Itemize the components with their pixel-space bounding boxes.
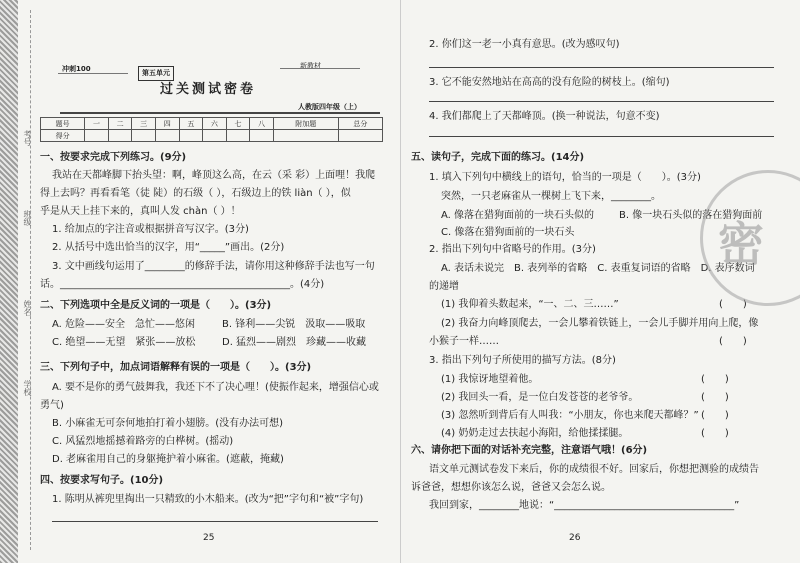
section-4-q2: 2. 你们这一老一小真有意思。(改为感叹句)	[429, 39, 620, 50]
section-2-option-b[interactable]: B. 锋利——尖锐 汲取——吸取	[222, 319, 366, 330]
section-5-q2-item-2: (2) 我奋力向峰顶爬去，一会儿攀着铁链上，一会儿手脚并用向上爬，像	[441, 318, 759, 329]
section-5-q1-option-b[interactable]: B. 像一块石头似的落在猎狗面前	[619, 210, 763, 221]
unit-label: 第五单元	[138, 66, 174, 81]
section-6-para-1: 语文单元测试卷发下来后，你的成绩很不好。回家后，你想把测验的成绩告	[429, 464, 759, 475]
binding-label-number: 考号	[23, 130, 32, 146]
brand-label: 冲刺100	[62, 65, 91, 73]
passage-line-3: 乎是从天上挂下来的，真叫人发 chàn（ ）！	[40, 206, 241, 217]
section-4-q3: 3. 它不能安然地站在高高的没有危险的树枝上。(缩句)	[429, 77, 670, 88]
answer-line[interactable]	[52, 521, 378, 522]
header-rule-left	[58, 73, 128, 74]
answer-paren[interactable]: ( )	[719, 299, 747, 310]
grade-label: 人教版四年级（上）	[298, 103, 361, 111]
exam-title: 过关测试密卷	[160, 82, 257, 97]
section-2-option-d[interactable]: D. 猛烈——剧烈 珍藏——收藏	[222, 337, 367, 348]
answer-paren[interactable]: ( )	[701, 410, 729, 421]
section-5-heading: 五、读句子，完成下面的练习。(14分)	[411, 152, 585, 163]
section-5-q2-item-2-cont: 小猴子一样……	[429, 336, 499, 347]
section-2-heading: 二、下列选项中全是反义词的一项是（ ）。(3分)	[40, 300, 272, 311]
binding-label-class: 班级	[23, 210, 32, 226]
score-header-row: 题号 一 二 三 四 五 六 七 八 附加题 总分	[41, 118, 383, 130]
section-2-option-c[interactable]: C. 绝望——无望 紧张——放松	[52, 337, 196, 348]
passage-line-2: 得上去吗？再看看笔（徒 陡）的石级（ ），石级边上的铁 liàn（ ），似	[40, 188, 351, 199]
section-5-q2: 2. 指出下列句中省略号的作用。(3分)	[429, 244, 596, 255]
section-3-option-a[interactable]: A. 要不是你的勇气鼓舞我，我还下不了决心哩！(使振作起来，增强信心或	[52, 382, 379, 393]
section-1-q2: 2. 从括号中选出恰当的汉字，用“_____”画出。(2分)	[52, 242, 285, 253]
title-rule	[60, 112, 380, 114]
answer-paren[interactable]: ( )	[701, 374, 729, 385]
section-4-q1: 1. 陈明从裤兜里掏出一只精致的小木船来。(改为“把”字句和“被”字句)	[52, 494, 364, 505]
section-5-q2-options-cont: 的递增	[429, 281, 459, 292]
score-value-row: 得分	[41, 130, 383, 142]
section-3-option-d[interactable]: D. 老麻雀用自己的身躯掩护着小麻雀。(遮蔽，掩藏)	[52, 454, 284, 465]
section-1-heading: 一、按要求完成下列练习。(9分)	[40, 152, 187, 163]
answer-line[interactable]	[429, 67, 774, 68]
section-6-heading: 六、请你把下面的对话补充完整，注意语气哦！(6分)	[411, 445, 648, 456]
binding-label-name: 姓名	[23, 300, 32, 316]
page-number-right: 26	[569, 533, 581, 543]
score-table	[40, 117, 383, 142]
answer-paren[interactable]: ( )	[719, 336, 747, 347]
answer-paren[interactable]: ( )	[701, 428, 729, 439]
section-5-q3-item-1: (1) 我惊讶地望着他。	[441, 374, 539, 385]
section-3-heading: 三、下列句子中，加点词语解释有误的一项是（ ）。(3分)	[40, 362, 312, 373]
section-5-q2-item-1: (1) 我仰着头数起来，“一、二、三……”	[441, 299, 619, 310]
stamp-text: 密	[718, 217, 764, 271]
section-4-heading: 四、按要求写句子。(10分)	[40, 475, 164, 486]
section-5-q2-options: A. 表话未说完 B. 表列举的省略 C. 表重复词语的省略 D. 表序数词	[441, 263, 755, 274]
section-5-q3-item-4: (4) 奶奶走过去扶起小海阳，给他揉揉腿。	[441, 428, 629, 439]
answer-paren[interactable]: ( )	[701, 392, 729, 403]
section-6-para-2: 诉爸爸，想想你该怎么说，爸爸又会怎么说。	[411, 482, 611, 493]
section-5-q3: 3. 指出下列句子所使用的描写方法。(8分)	[429, 355, 616, 366]
binding-label-school: 学校	[23, 380, 32, 396]
section-5-q1-option-a[interactable]: A. 像落在猎狗面前的一块石头似的	[441, 210, 595, 221]
binding-margin	[19, 0, 39, 563]
section-2-option-a[interactable]: A. 危险——安全 急忙——悠闲	[52, 319, 196, 330]
answer-line[interactable]	[429, 101, 774, 102]
section-1-q3-answer[interactable]: 话。______________________________________________。(4分)	[40, 279, 325, 290]
section-6-dialogue[interactable]: 我回到家，________地说：“____________________________________”	[429, 500, 740, 511]
section-4-q4: 4. 我们都爬上了天都峰顶。(换一种说法，句意不变)	[429, 111, 660, 122]
section-3-option-c[interactable]: C. 风猛烈地摇撼着路旁的白桦树。(摇动)	[52, 436, 234, 447]
cut-line	[30, 10, 31, 550]
page-number-left: 25	[203, 533, 215, 543]
section-3-option-a-cont: 勇气)	[40, 400, 64, 411]
section-1-q3: 3. 文中画线句运用了________的修辞手法，请你用这种修辞手法也写一句	[52, 261, 375, 272]
section-5-q1-option-c[interactable]: C. 像落在猎狗面前的一块石头	[441, 227, 575, 238]
answer-line[interactable]	[429, 136, 774, 137]
section-5-q3-item-2: (2) 我回头一看，是一位白发苍苍的老爷爷。	[441, 392, 639, 403]
edition-label: 新教材	[300, 62, 321, 70]
section-5-q1-sentence: 突然，一只老麻雀从一棵树上飞下来，________。	[441, 191, 661, 202]
header-rule-right	[280, 68, 360, 69]
binding-strip	[0, 0, 18, 563]
section-5-q1: 1. 填入下列句中横线上的语句，恰当的一项是（ ）。(3分)	[429, 172, 701, 183]
section-1-q1: 1. 给加点的字注音或根据拼音写汉字。(3分)	[52, 224, 249, 235]
section-5-q3-item-3: (3) 忽然听到背后有人叫我：“小朋友，你也来爬天都峰？”	[441, 410, 699, 421]
section-3-option-b[interactable]: B. 小麻雀无可奈何地拍打着小翅膀。(没有办法可想)	[52, 418, 284, 429]
passage-line-1: 我站在天都峰脚下抬头望：啊，峰顶这么高，在云（采 彩）上面哩！我爬	[52, 170, 376, 181]
